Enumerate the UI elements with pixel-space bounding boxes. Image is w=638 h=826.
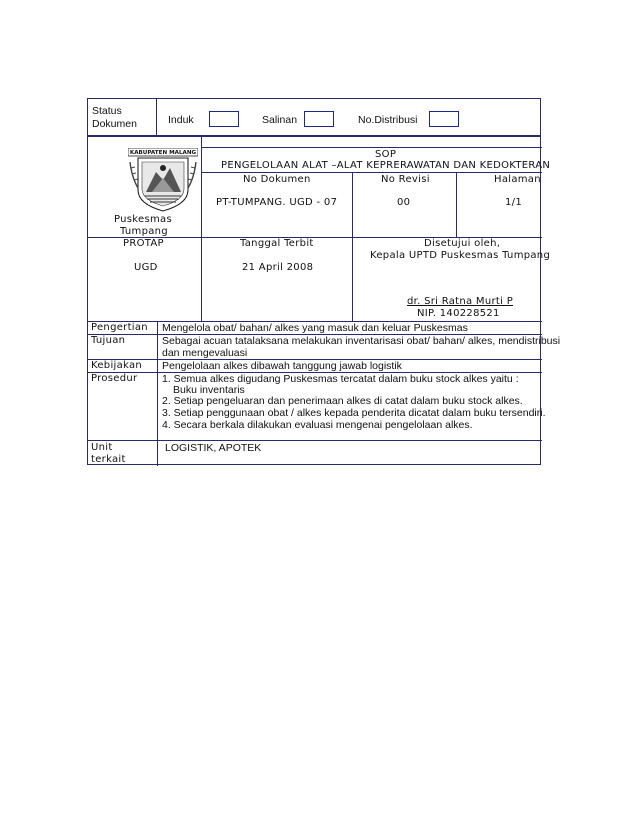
tujuan-label: Tujuan [91,335,126,346]
unit-terkait-label-1: Unit [91,442,113,453]
sop-table [87,136,561,465]
prosedur-step-2: 2. Setiap pengeluaran dan penerimaan alkes di catat dalam buku stock alkes. [162,395,523,407]
protap-unit: UGD [134,262,158,273]
kebijakan-text: Pengelolaan alkes dibawah tanggung jawab logistik [162,360,402,372]
doc-type: SOP [375,149,397,160]
status-divider [156,99,157,135]
prosedur-step-3: 3. Setiap penggunaan obat / alkes kepada penderita dicatat dalam buku tersendiri. [162,407,546,419]
tujuan-text-1: Sebagai acuan tatalaksana melakukan inventarisasi obat/ bahan/ alkes, mendistribusi [162,335,561,347]
protap-label: PROTAP [123,238,164,249]
grid-line [201,137,202,321]
distribusi-checkbox[interactable] [429,111,459,127]
signatory-name: dr. Sri Ratna Murti P [407,296,514,307]
grid-line [201,172,542,173]
halaman-value: 1/1 [505,197,522,208]
doc-title: PENGELOLAAN ALAT –ALAT KEPRERAWATAN DAN KEDOKTERAN [221,160,551,171]
logo-banner-text: KABUPATEN MALANG [129,150,197,157]
status-label: Status Dokumen [92,105,137,130]
no-revisi-value: 00 [397,197,411,208]
prosedur-step-1a: 1. Semua alkes digudang Puskesmas tercatat dalam buku stock alkes yaitu : [162,373,519,385]
signatory-nip: NIP. 140228521 [417,308,500,319]
org-name-line2: Tumpang [120,226,168,237]
no-revisi-label: No Revisi [381,174,430,185]
org-name-line1: Puskesmas [114,214,172,225]
disetujui-label: Disetujui oleh, [424,238,501,249]
no-dokumen-value: PT-TUMPANG. UGD - 07 [216,197,338,208]
no-dokumen-label: No Dokumen [243,174,311,185]
pengertian-text: Mengelola obat/ bahan/ alkes yang masuk dan keluar Puskesmas [162,322,468,334]
grid-line [201,147,542,148]
prosedur-label: Prosedur [91,373,138,384]
salinan-checkbox[interactable] [304,111,334,127]
prosedur-step-4: 4. Secara berkala dilakukan evaluasi mengenai pengelolaan alkes. [162,419,473,431]
jabatan-label: Kepala UPTD Puskesmas Tumpang [370,250,551,261]
pengertian-label: Pengertian [91,322,148,333]
tanggal-terbit-value: 21 April 2008 [242,262,314,273]
induk-checkbox[interactable] [209,111,239,127]
induk-label: Induk [168,114,194,126]
grid-line [352,172,353,321]
kabupaten-malang-logo [128,148,198,212]
halaman-label: Halaman [494,174,541,185]
status-dokumen-box [87,98,541,136]
grid-line [456,172,457,237]
tanggal-terbit-label: Tanggal Terbit [240,238,314,249]
grid-line [157,321,158,466]
distribusi-label: No.Distribusi [358,114,418,126]
tujuan-text-2: dan mengevaluasi [162,347,248,359]
prosedur-step-1b: Buku inventaris [173,384,245,396]
kebijakan-label: Kebijakan [91,360,143,371]
unit-terkait-label-2: terkait [91,454,126,465]
unit-terkait-text: LOGISTIK, APOTEK [165,442,262,454]
salinan-label: Salinan [262,114,298,126]
